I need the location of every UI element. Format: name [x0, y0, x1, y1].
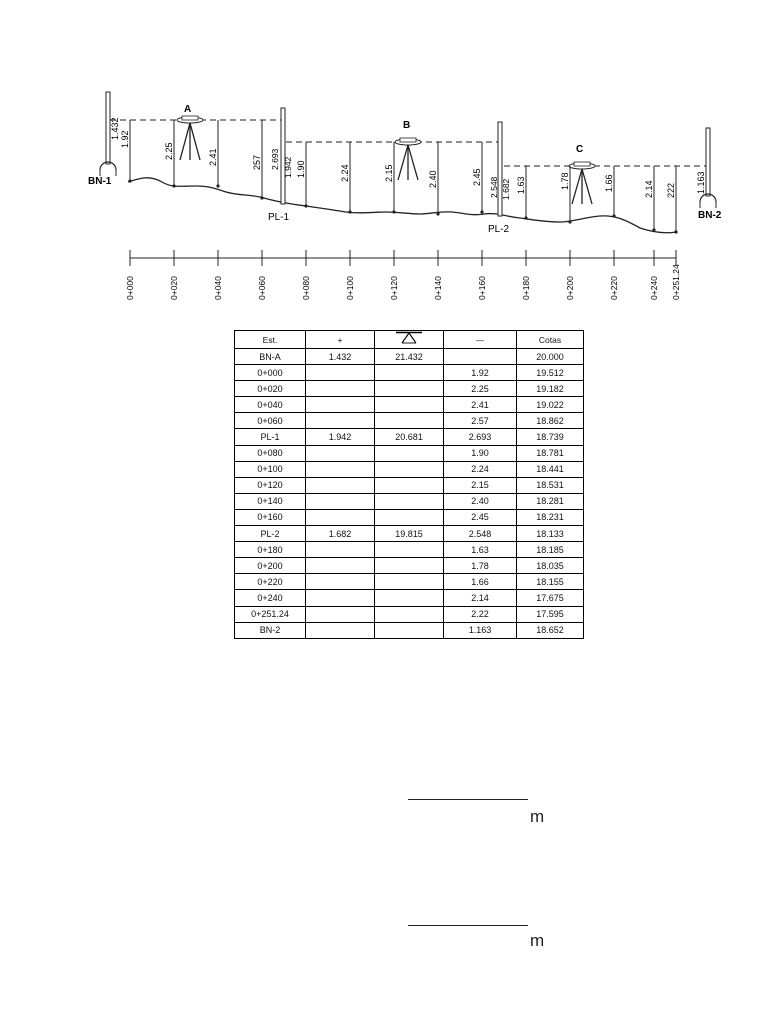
cell-backsight — [306, 397, 375, 413]
cell-elevation: 18.441 — [517, 461, 584, 477]
instrument-a — [177, 104, 203, 160]
cell-elevation: 18.155 — [517, 574, 584, 590]
table-row — [235, 349, 584, 365]
pl2-foresight: 1.682 — [501, 178, 511, 200]
bn1-label: BN-1 — [88, 176, 112, 187]
cell-backsight — [306, 445, 375, 461]
chainage-label: 0+060 — [257, 276, 267, 300]
cell-foresight: 1.78 — [444, 558, 517, 574]
cell-foresight: 1.90 — [444, 445, 517, 461]
cell-elevation: 17.595 — [517, 606, 584, 622]
station-ground-point — [674, 230, 677, 233]
bn2-reading: 1.163 — [696, 171, 706, 194]
header-station: Est. — [235, 331, 306, 349]
cell-foresight: 2.15 — [444, 477, 517, 493]
table-row — [235, 590, 584, 606]
station-reading-label: 2.14 — [644, 180, 654, 198]
cell-foresight: 2.693 — [444, 429, 517, 445]
header-elevation: Cotas — [517, 331, 584, 349]
cell-station: PL-2 — [235, 526, 306, 542]
table-row — [235, 429, 584, 445]
cell-foresight: 2.40 — [444, 493, 517, 509]
cell-foresight: 1.163 — [444, 622, 517, 638]
cell-foresight: 1.63 — [444, 542, 517, 558]
cell-station: PL-1 — [235, 429, 306, 445]
cell-instrument-height — [375, 558, 444, 574]
bn1-reading: 1.432 — [110, 117, 120, 140]
cell-backsight — [306, 606, 375, 622]
table-row — [235, 574, 584, 590]
station-ground-point — [304, 204, 307, 207]
cell-instrument-height — [375, 542, 444, 558]
chainage-label: 0+240 — [649, 276, 659, 300]
chainage-label: 0+180 — [521, 276, 531, 300]
cell-foresight: 1.66 — [444, 574, 517, 590]
cell-backsight — [306, 574, 375, 590]
table-row — [235, 542, 584, 558]
table-row — [235, 622, 584, 638]
cell-instrument-height — [375, 397, 444, 413]
cell-instrument-height — [375, 493, 444, 509]
station-ground-point — [216, 184, 219, 187]
leveling-profile-diagram — [0, 0, 768, 320]
station-ground-point — [480, 210, 483, 213]
table-row — [235, 477, 584, 493]
bn2-benchmark — [696, 128, 722, 221]
cell-elevation: 18.652 — [517, 622, 584, 638]
chainage-label: 0+120 — [389, 276, 399, 300]
cell-foresight — [444, 349, 517, 365]
station-reading-label: 1.63 — [516, 176, 526, 194]
instrument-b-label: B — [403, 120, 411, 131]
cell-station: 0+100 — [235, 461, 306, 477]
cell-backsight — [306, 622, 375, 638]
elev-result-unit: m — [530, 931, 545, 950]
cell-station: 0+180 — [235, 542, 306, 558]
station-ground-point — [172, 184, 175, 187]
pl2-label: PL-2 — [488, 224, 510, 235]
cell-elevation: 18.862 — [517, 413, 584, 429]
station-ground-point — [436, 212, 439, 215]
chainage-label: 0+200 — [565, 276, 575, 300]
cell-elevation: 18.781 — [517, 445, 584, 461]
sum-divider — [408, 799, 528, 800]
cell-station: 0+240 — [235, 590, 306, 606]
cell-backsight — [306, 381, 375, 397]
cell-station: 0+080 — [235, 445, 306, 461]
station-ground-point — [128, 179, 131, 182]
cell-station: 0+220 — [235, 574, 306, 590]
cell-elevation: 18.531 — [517, 477, 584, 493]
cell-elevation: 18.739 — [517, 429, 584, 445]
cell-elevation: 19.182 — [517, 381, 584, 397]
pl1-label: PL-1 — [268, 212, 290, 223]
station-reading-label: 2.25 — [164, 142, 174, 160]
cell-station: 0+020 — [235, 381, 306, 397]
chainage-label: 0+020 — [169, 276, 179, 300]
cell-foresight: 2.22 — [444, 606, 517, 622]
cell-foresight: 2.41 — [444, 397, 517, 413]
cell-backsight — [306, 509, 375, 525]
station-ground-point — [348, 210, 351, 213]
table-row — [235, 509, 584, 525]
table-row — [235, 558, 584, 574]
table-row — [235, 606, 584, 622]
header-backsight: + — [306, 331, 375, 349]
cell-elevation: 18.185 — [517, 542, 584, 558]
cell-backsight — [306, 413, 375, 429]
cell-foresight: 1.92 — [444, 365, 517, 381]
station-ground-point — [524, 216, 527, 219]
cell-station: 0+140 — [235, 493, 306, 509]
cell-station: 0+040 — [235, 397, 306, 413]
sum-result-unit: m — [530, 807, 545, 826]
instrument-b — [395, 120, 421, 180]
cell-instrument-height — [375, 445, 444, 461]
cell-station: BN-A — [235, 349, 306, 365]
pl2-backsight: 2.548 — [489, 176, 499, 198]
cell-station: 0+060 — [235, 413, 306, 429]
cell-backsight — [306, 590, 375, 606]
table-row — [235, 461, 584, 477]
station-ground-point — [612, 214, 615, 217]
cell-elevation: 18.035 — [517, 558, 584, 574]
instrument-c — [569, 144, 595, 204]
cell-instrument-height — [375, 590, 444, 606]
cell-station: 0+251.24 — [235, 606, 306, 622]
instrument-a-label: A — [184, 104, 192, 115]
instrument-c-label: C — [576, 144, 584, 155]
table-row — [235, 493, 584, 509]
cell-foresight: 2.45 — [444, 509, 517, 525]
leveling-register-table — [234, 330, 584, 639]
cell-foresight: 2.548 — [444, 526, 517, 542]
station-reading-label: 1.92 — [120, 130, 130, 148]
cell-elevation: 20.000 — [517, 349, 584, 365]
chainage-label: 0+100 — [345, 276, 355, 300]
cell-backsight: 1.432 — [306, 349, 375, 365]
cell-station: 0+160 — [235, 509, 306, 525]
cell-elevation: 18.231 — [517, 509, 584, 525]
cell-instrument-height: 19.815 — [375, 526, 444, 542]
cell-instrument-height — [375, 574, 444, 590]
header-instrument-height — [375, 331, 444, 349]
station-ground-point — [392, 210, 395, 213]
bn1-benchmark — [88, 92, 120, 187]
station-reading-label: 257 — [252, 154, 262, 170]
chainage-label: 0+080 — [301, 276, 311, 300]
chainage-label: 0+160 — [477, 276, 487, 300]
table-row — [235, 445, 584, 461]
cell-foresight: 2.25 — [444, 381, 517, 397]
station-reading-label: 2.41 — [208, 148, 218, 166]
table-row — [235, 365, 584, 381]
cell-station: 0+200 — [235, 558, 306, 574]
station-reading-label: 1.66 — [604, 174, 614, 192]
station-ground-point — [568, 220, 571, 223]
station-reading-label: 2.15 — [384, 164, 394, 182]
station-reading-label: 2.24 — [340, 164, 350, 182]
cell-station: 0+000 — [235, 365, 306, 381]
cell-elevation: 19.512 — [517, 365, 584, 381]
elev-divider — [408, 925, 528, 926]
header-foresight: — — [444, 331, 517, 349]
cell-backsight — [306, 542, 375, 558]
instrument-symbol-icon — [394, 331, 424, 344]
station-reading-label: 222 — [666, 182, 676, 198]
cell-instrument-height — [375, 365, 444, 381]
cell-backsight — [306, 365, 375, 381]
cell-foresight: 2.57 — [444, 413, 517, 429]
cell-foresight: 2.14 — [444, 590, 517, 606]
station-reading-label: 1.78 — [560, 172, 570, 190]
cell-elevation: 17.675 — [517, 590, 584, 606]
table-row — [235, 413, 584, 429]
table-row — [235, 526, 584, 542]
station-ground-point — [260, 196, 263, 199]
station-reading-label: 2.40 — [428, 170, 438, 188]
table-row — [235, 397, 584, 413]
station-reading-label: 1.90 — [296, 160, 306, 178]
pl1-rod — [268, 108, 293, 223]
cell-backsight — [306, 461, 375, 477]
chainage-label: 0+040 — [213, 276, 223, 300]
table-header-row — [235, 331, 584, 349]
chainage-label: 0+000 — [125, 276, 135, 300]
ground-profile-line — [128, 178, 676, 233]
bn2-label: BN-2 — [698, 210, 722, 221]
cell-station: BN-2 — [235, 622, 306, 638]
cell-backsight — [306, 477, 375, 493]
cell-elevation: 18.133 — [517, 526, 584, 542]
cell-backsight — [306, 558, 375, 574]
chainage-label: 0+251.24 — [671, 264, 681, 300]
cell-backsight — [306, 493, 375, 509]
cell-instrument-height — [375, 622, 444, 638]
cell-instrument-height: 21.432 — [375, 349, 444, 365]
cell-instrument-height — [375, 461, 444, 477]
table-row — [235, 381, 584, 397]
cell-instrument-height — [375, 381, 444, 397]
cell-elevation: 18.281 — [517, 493, 584, 509]
cell-backsight: 1.682 — [306, 526, 375, 542]
cell-instrument-height — [375, 606, 444, 622]
cell-instrument-height — [375, 413, 444, 429]
chainage-label: 0+140 — [433, 276, 443, 300]
cell-station: 0+120 — [235, 477, 306, 493]
cell-instrument-height: 20.681 — [375, 429, 444, 445]
cell-instrument-height — [375, 477, 444, 493]
cell-instrument-height — [375, 509, 444, 525]
pl1-backsight: 1.942 — [283, 156, 293, 178]
chainage-label: 0+220 — [609, 276, 619, 300]
pl2-rod — [488, 122, 511, 235]
station-ground-point — [652, 228, 655, 231]
station-reading-label: 2.45 — [472, 168, 482, 186]
pl1-foresight: 2.693 — [270, 148, 280, 170]
cell-backsight: 1.942 — [306, 429, 375, 445]
cell-foresight: 2.24 — [444, 461, 517, 477]
cell-elevation: 19.022 — [517, 397, 584, 413]
